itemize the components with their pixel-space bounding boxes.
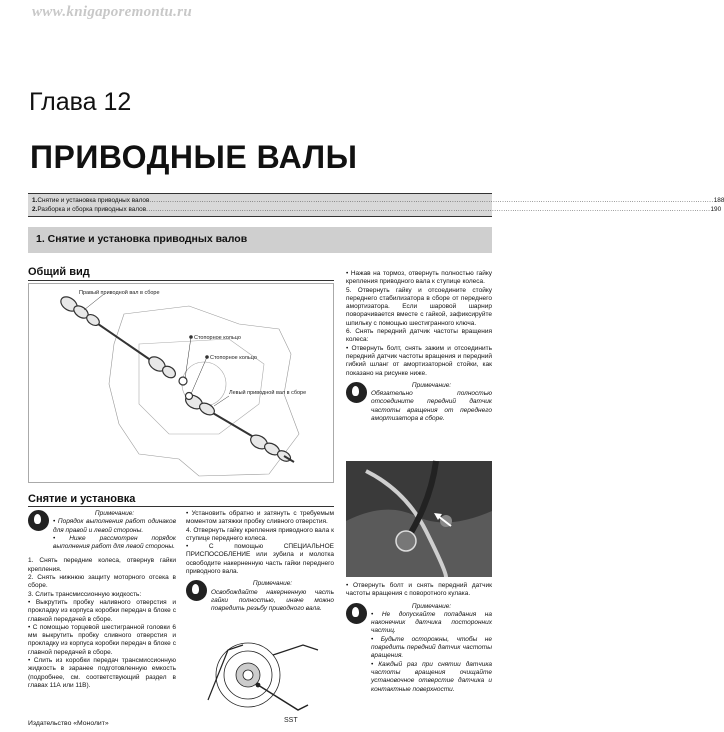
toc-page: 190	[710, 206, 722, 213]
toc-leader: ........................................................................................................................................................................................................................................................	[149, 197, 714, 204]
sensor-photo-svg	[346, 461, 492, 577]
diagram-svg	[29, 284, 335, 484]
note-icon	[346, 382, 367, 403]
chapter-number: Глава 12	[29, 88, 132, 116]
toc-page: 188	[713, 197, 724, 204]
note-icon	[346, 603, 367, 624]
divider	[28, 280, 334, 281]
step-text: • С помощью торцевой шестигранной головки 6 мм выкрутить пробку сливного отверстия и прокладку из корпуса коробки передач в блоке с главной передачей в сборе.	[28, 623, 176, 656]
divider	[28, 506, 334, 507]
toc-leader: ........................................................................................................................................................................................................................................................	[146, 206, 711, 213]
step-text: • Нажав на тормоз, отвернуть полностью гайку крепления приводного вала к ступице колеса.	[346, 270, 492, 286]
toc-item[interactable]	[32, 205, 722, 214]
middle-column	[186, 510, 334, 614]
note-icon	[28, 510, 49, 531]
removal-heading: Снятие и установка	[28, 493, 136, 505]
site-watermark: www.knigaporemontu.ru	[32, 4, 192, 20]
step-text: 2. Снять нижнюю защиту моторного отсека в сборе.	[28, 574, 176, 590]
note-block	[346, 603, 492, 694]
note-icon	[186, 580, 207, 601]
toc-item[interactable]	[32, 196, 724, 205]
label-circlip-2: Стопорное кольцо	[210, 355, 257, 361]
note-label: Примечание:	[411, 381, 452, 389]
step-text: 6. Снять передний датчик частоты вращения колеса:	[346, 328, 492, 344]
publisher-footer: Издательство «Монолит»	[28, 720, 109, 727]
right-column	[346, 270, 492, 423]
note-text: • Порядок выполнения работ одинаков для правой и левой стороны.	[53, 518, 176, 534]
note-block	[186, 580, 334, 613]
chapter-title: ПРИВОДНЫЕ ВАЛЫ	[30, 139, 358, 175]
note-text: • Будьте осторожны, чтобы не повредить передний датчик частоты вращения.	[371, 635, 492, 660]
sensor-photo	[346, 461, 492, 577]
toc-label: Снятие и установка приводных валов	[37, 197, 150, 204]
step-text: 3. Слить трансмиссионную жидкость:	[28, 590, 142, 598]
step-text: • Отвернуть болт и снять передний датчик частоты вращения с поворотного кулака.	[346, 582, 492, 598]
step-text: • Выкрутить пробку наливного отверстия и прокладку из корпуса коробки передач в блоке с главной передачей в сборе.	[28, 598, 176, 623]
toc-label: Разборка и сборка приводных валов	[37, 206, 147, 213]
right-column-lower	[346, 582, 492, 694]
note-label: Примечание:	[411, 602, 452, 610]
step-text: • Слить из коробки передач трансмиссионную жидкость в заранее подготовленную емкость (подробнее, см. соответствующий раздел в главах 11А или 11В).	[28, 657, 176, 689]
note-text: • Каждый раз при снятии датчика частоты вращения очищайте установочное отверстие датчика и контактные поверхности.	[371, 660, 492, 693]
step-text: 5. Отвернуть гайку и отсоедините стойку переднего стабилизатора в сборе от переднего амортизатора. Если шаровой шарнир поворачивается вместе с гайкой, зафиксируйте шпильку с помощью шестигранного ключа.	[346, 286, 492, 327]
left-column	[28, 510, 176, 690]
toc-number: 1.	[32, 197, 38, 204]
section-heading: 1. Снятие и установка приводных валов	[28, 227, 492, 253]
note-label: Примечание:	[94, 510, 135, 517]
note-text: Обязательно полностью отсоедините передний датчик частоты вращения от переднего амортизатора в сборе.	[371, 390, 492, 423]
hub-nut-illustration	[188, 630, 334, 725]
label-circlip-1: Стопорное кольцо	[194, 335, 241, 341]
sst-label: SST	[284, 717, 298, 724]
note-block	[28, 510, 176, 551]
step-text: 1. Снять передние колеса, отвернув гайки крепления.	[28, 557, 176, 573]
step-text: 4. Отвернуть гайку крепления приводного вала к ступице переднего колеса.	[186, 526, 334, 542]
note-text: • Не допускайте попадания на наконечник датчика посторонних частиц.	[371, 610, 492, 635]
note-text: Освобождайте накерненную часть гайки полностью, иначе можно повредить резьбу приводного вала.	[211, 588, 334, 613]
step-text: • С помощью СПЕЦИАЛЬНОЕ ПРИСПОСОБЛЕНИЕ или зубила и молотка освободите накерненную часть гайки переднего приводного вала.	[186, 543, 334, 576]
table-of-contents	[28, 193, 724, 217]
note-block	[346, 382, 492, 423]
hub-nut-svg	[188, 630, 334, 725]
label-left-shaft: Левый приводной вал в сборе	[229, 390, 307, 396]
label-right-shaft: Правый приводной вал в сборе	[79, 290, 160, 296]
step-text: • Отвернуть болт, снять зажим и отсоединить передний датчик частоты вращения и передний гибкий шланг от амортизаторной стойки, как показано на рисунке ниже.	[346, 344, 492, 377]
toc-number: 2.	[32, 206, 38, 213]
note-text: • Ниже рассмотрен порядок выполнения работ для левой стороны.	[53, 534, 176, 551]
step-text: • Установить обратно и затянуть с требуемым моментом затяжки пробку сливного отверстия.	[186, 510, 334, 526]
drive-shaft-diagram	[28, 283, 334, 483]
note-label: Примечание:	[252, 580, 293, 588]
overview-heading: Общий вид	[28, 266, 90, 278]
